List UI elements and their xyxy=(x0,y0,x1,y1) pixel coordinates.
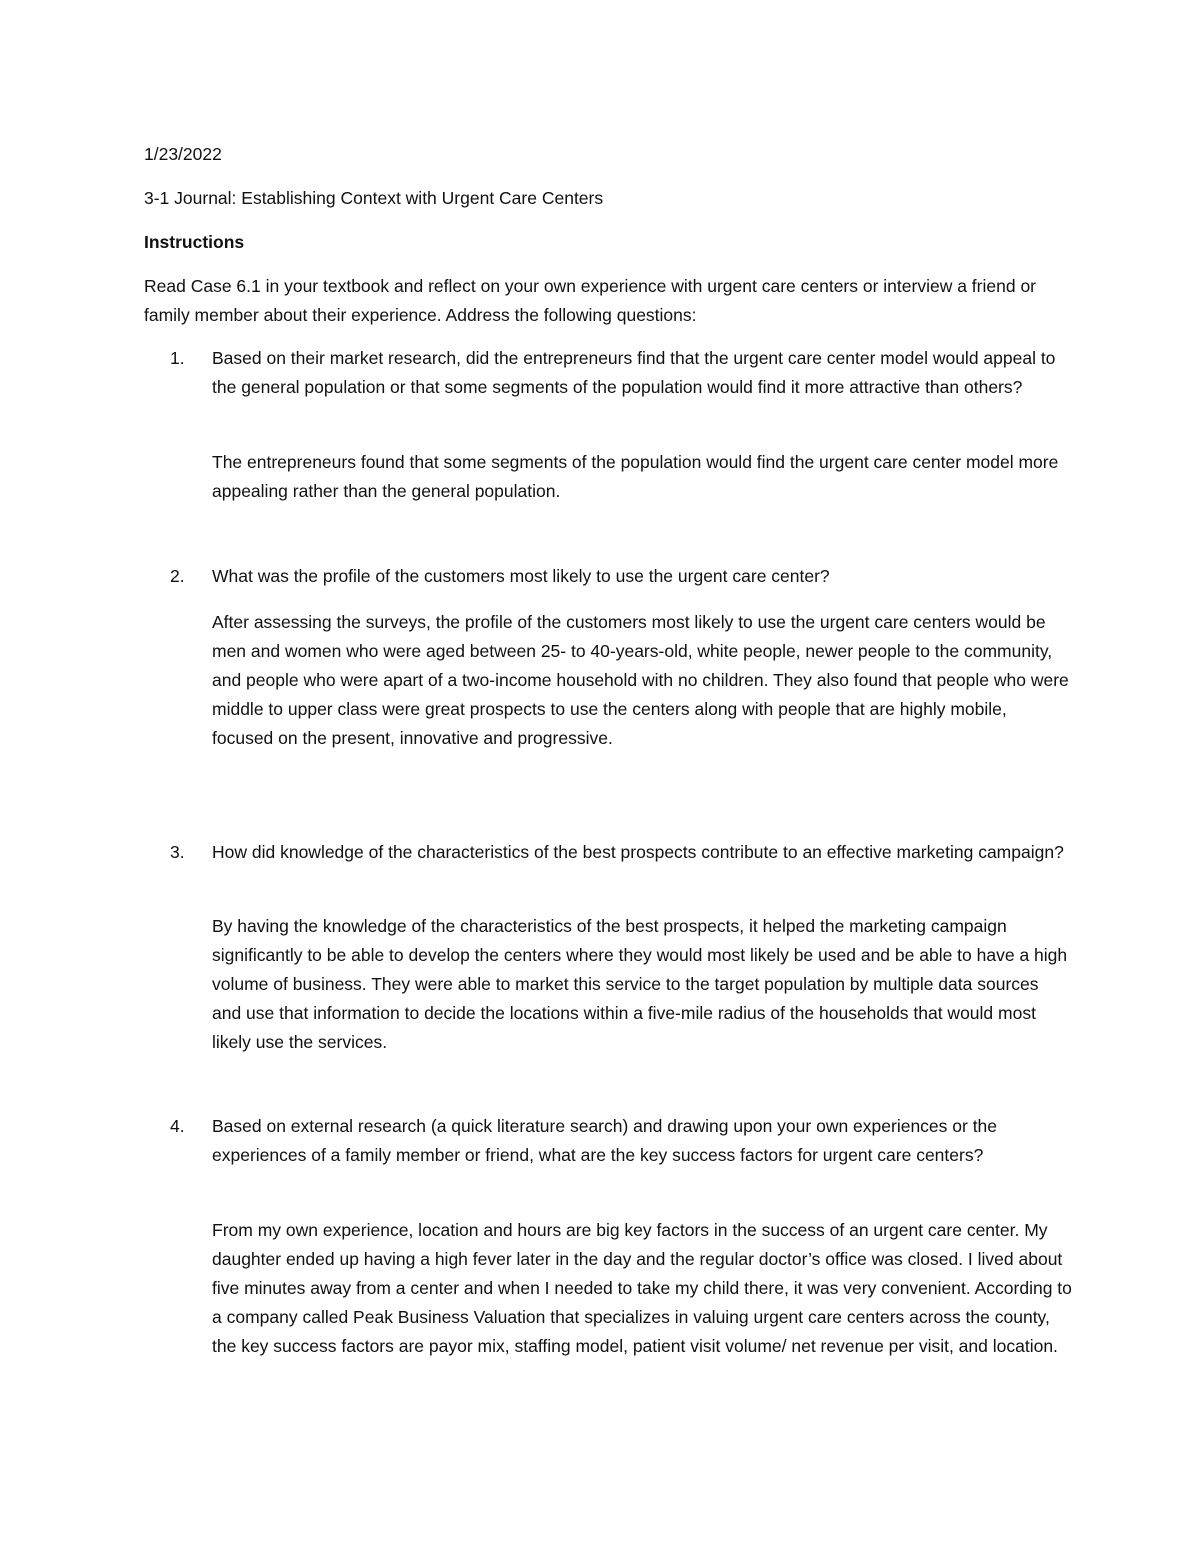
answer-text: From my own experience, location and hours are big key factors in the success of an urgent care center. My daughter ended up having a high fever later in the day and the regular doctor’s office was closed. I lived about five minutes away from a center and when I needed to take my child there, it was very convenient. According to a company called Peak Business Valuation that specializes in valuing urgent care centers across the county, the key success factors are payor mix, staffing model, patient visit volume/ net revenue per visit, and location. xyxy=(212,1220,1072,1356)
question-number: 2. xyxy=(170,566,185,586)
instructions-heading: Instructions xyxy=(144,232,245,252)
question-text: How did knowledge of the characteristics of the best prospects contribute to an effective marketing campaign? xyxy=(212,842,1064,862)
question-text: What was the profile of the customers most likely to use the urgent care center? xyxy=(212,566,830,586)
document-title: 3-1 Journal: Establishing Context with Urgent Care Centers xyxy=(144,188,604,208)
answer-text: After assessing the surveys, the profile of the customers most likely to use the urgent care centers would be men and women who were aged between 25- to 40-years-old, white people, newer people to the community, and people who were apart of a two-income household with no children. They also found that people who were middle to upper class were great prospects to use the centers along with people that are highly mobile, focused on the present, innovative and progressive. xyxy=(212,612,1069,748)
instructions-intro: Read Case 6.1 in your textbook and reflect on your own experience with urgent care centers or interview a friend or family member about their experience. Address the following questions: xyxy=(144,276,1037,325)
question-text: Based on external research (a quick literature search) and drawing upon your own experiences or the experiences of a family member or friend, what are the key success factors for urgent care centers? xyxy=(212,1116,998,1165)
question-number: 3. xyxy=(170,842,185,862)
answer-text: By having the knowledge of the characteristics of the best prospects, it helped the marketing campaign significantly to be able to develop the centers where they would most likely be used and be able to have a high volume of business. They were able to market this service to the target population by multiple data sources and use that information to decide the locations within a five-mile radius of the households that would most likely use the services. xyxy=(212,916,1068,1052)
question-text: Based on their market research, did the entrepreneurs find that the urgent care center model would appeal to the general population or that some segments of the population would find it more attractive than others? xyxy=(212,348,1056,397)
document-date: 1/23/2022 xyxy=(144,144,222,164)
question-number: 1. xyxy=(170,348,185,368)
question-number: 4. xyxy=(170,1116,185,1136)
answer-text: The entrepreneurs found that some segments of the population would find the urgent care center model more appealing rather than the general population. xyxy=(212,452,1059,501)
